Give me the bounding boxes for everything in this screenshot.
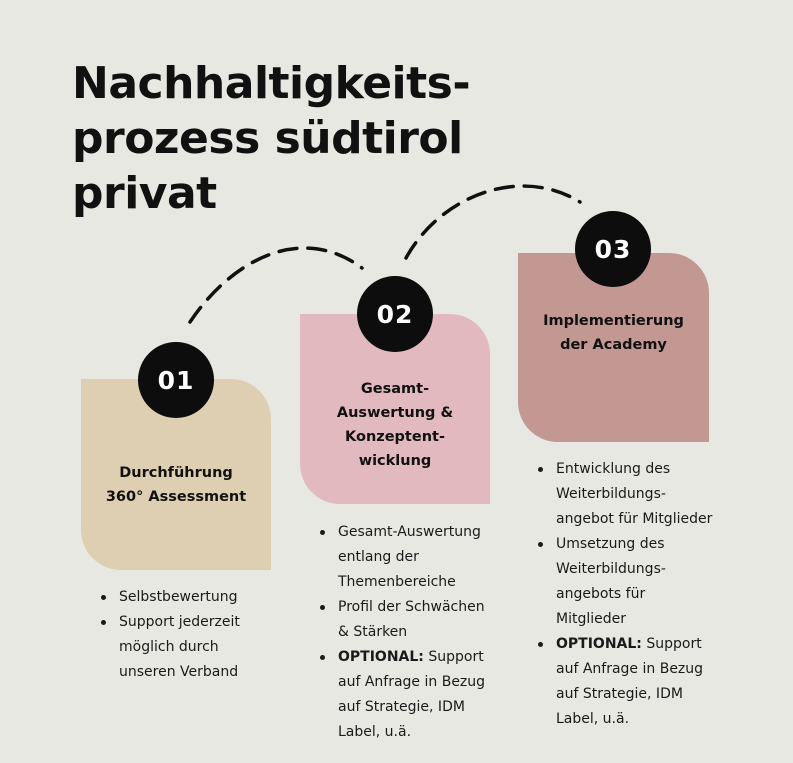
- step-1-title-line: Durchführung: [119, 464, 233, 481]
- title-line: prozess südtirol: [72, 113, 463, 164]
- list-item-line: Entwicklung des: [556, 461, 671, 477]
- list-item-line: Umsetzung des: [556, 536, 665, 552]
- list-item-line: angebots für: [556, 586, 646, 602]
- list-item: [546, 457, 746, 532]
- list-item-line: Weiterbildungs-: [556, 486, 666, 502]
- optional-text: Support: [641, 636, 702, 652]
- optional-text: Support: [423, 649, 484, 665]
- step-1-title: [106, 441, 246, 509]
- step-2-title: [337, 345, 453, 473]
- step-2-title-line: Konzeptent-: [345, 429, 445, 445]
- list-item-line: [338, 645, 518, 670]
- step-1-bullet-list: [92, 585, 279, 685]
- step-2-badge: 02: [357, 276, 433, 352]
- list-item-line: Mitglieder: [556, 611, 626, 627]
- list-item-line: auf Anfrage in Bezug: [556, 661, 704, 677]
- list-item-line: Weiterbildungs-: [556, 561, 666, 577]
- list-item: [109, 610, 279, 685]
- list-item-line: auf Strategie, IDM: [556, 686, 683, 702]
- optional-label: OPTIONAL:: [556, 636, 642, 652]
- list-item: [328, 520, 518, 595]
- list-item: [546, 632, 746, 732]
- list-item-line: & Stärken: [338, 624, 408, 640]
- step-3-title-line: der Academy: [560, 336, 667, 353]
- list-item-line: Support jederzeit: [119, 614, 240, 630]
- step-3-badge: 03: [575, 211, 651, 287]
- list-item-line: Label, u.ä.: [338, 724, 412, 740]
- list-item-line: [556, 632, 746, 657]
- step-3-title: [543, 309, 684, 357]
- title-line: privat: [72, 168, 217, 219]
- title-line: Nachhaltigkeits-: [72, 58, 471, 109]
- list-item-line: Label, u.ä.: [556, 711, 630, 727]
- list-item: [109, 585, 279, 610]
- optional-label: OPTIONAL:: [338, 649, 424, 665]
- list-item: [328, 645, 518, 745]
- step-1-title-line: 360° Assessment: [105, 488, 247, 505]
- list-item-line: Profil der Schwächen: [338, 599, 485, 615]
- step-2-bullet-list: [311, 520, 518, 745]
- step-3-title-line: Implementierung: [543, 312, 684, 329]
- step-1-badge: 01: [138, 342, 214, 418]
- list-item-line: unseren Verband: [119, 664, 239, 680]
- list-item: [328, 595, 518, 645]
- list-item-line: Themenbereiche: [338, 574, 456, 590]
- page-title: [72, 56, 552, 221]
- step-3-bullet-list: [529, 457, 746, 732]
- step-2-title-line: wicklung: [358, 453, 432, 469]
- list-item: [546, 532, 746, 632]
- list-item-line: Selbstbewertung: [119, 589, 238, 605]
- list-item-line: Gesamt-Auswertung: [338, 524, 481, 540]
- connector-step1-to-step2: [190, 248, 362, 322]
- step-2-title-line: Auswertung &: [336, 405, 454, 421]
- step-2-title-line: Gesamt-: [360, 381, 430, 397]
- list-item-line: auf Strategie, IDM: [338, 699, 465, 715]
- list-item-line: entlang der: [338, 549, 419, 565]
- list-item-line: möglich durch: [119, 639, 219, 655]
- list-item-line: auf Anfrage in Bezug: [338, 674, 486, 690]
- list-item-line: angebot für Mitglieder: [556, 511, 713, 527]
